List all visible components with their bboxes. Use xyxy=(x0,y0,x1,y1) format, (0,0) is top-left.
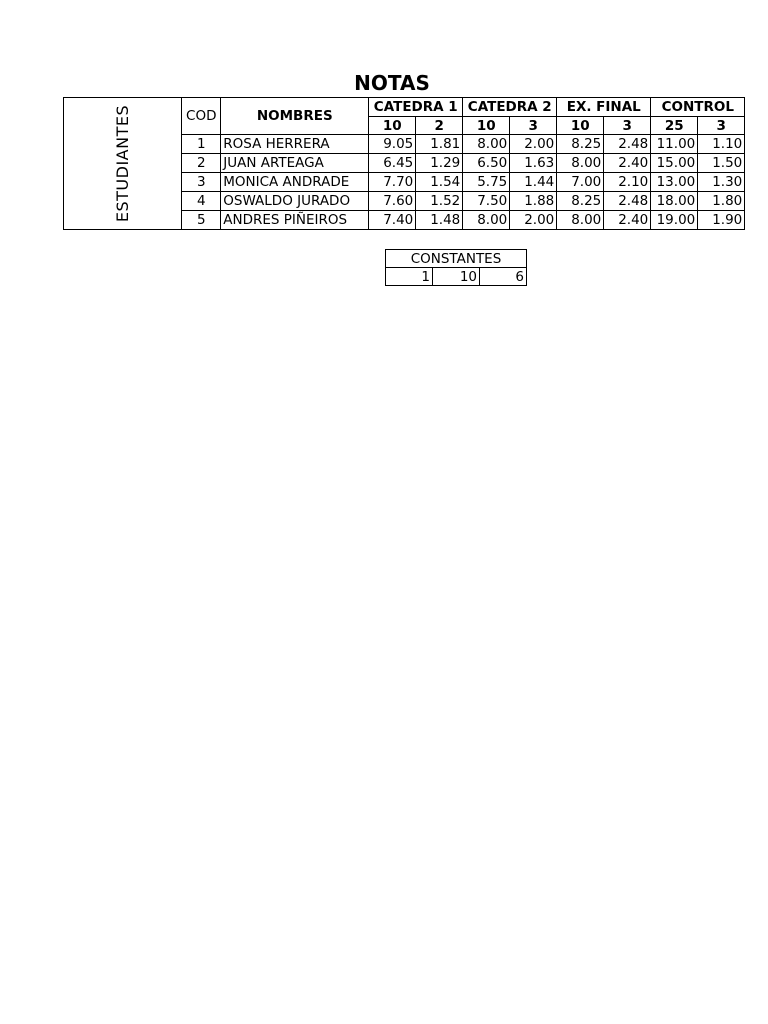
name-cell: MONICA ANDRADE xyxy=(221,173,369,192)
grade-cell: 1.30 xyxy=(698,173,745,192)
weight-header: 2 xyxy=(416,117,463,135)
weight-header: 10 xyxy=(369,117,416,135)
name-cell: OSWALDO JURADO xyxy=(221,192,369,211)
constant-value: 6 xyxy=(480,268,527,286)
grade-cell: 2.40 xyxy=(604,211,651,230)
nombres-header: NOMBRES xyxy=(221,98,369,135)
grade-cell: 5.75 xyxy=(463,173,510,192)
grade-cell: 8.25 xyxy=(557,135,604,154)
group-header-control: CONTROL xyxy=(651,98,745,117)
grade-cell: 11.00 xyxy=(651,135,698,154)
weight-header: 10 xyxy=(463,117,510,135)
grade-cell: 1.50 xyxy=(698,154,745,173)
grade-cell: 1.63 xyxy=(510,154,557,173)
name-cell: ANDRES PIÑEIROS xyxy=(221,211,369,230)
grade-cell: 9.05 xyxy=(369,135,416,154)
cod-cell: 5 xyxy=(182,211,221,230)
weight-header: 3 xyxy=(698,117,745,135)
grade-cell: 2.00 xyxy=(510,135,557,154)
weight-header: 3 xyxy=(510,117,557,135)
cod-header: COD xyxy=(182,98,221,135)
grade-cell: 1.44 xyxy=(510,173,557,192)
constants-label: CONSTANTES xyxy=(386,250,527,268)
grade-cell: 1.52 xyxy=(416,192,463,211)
grade-cell: 1.81 xyxy=(416,135,463,154)
grades-table xyxy=(63,97,745,230)
grade-cell: 7.40 xyxy=(369,211,416,230)
grade-cell: 1.29 xyxy=(416,154,463,173)
grade-cell: 2.48 xyxy=(604,135,651,154)
grade-cell: 6.45 xyxy=(369,154,416,173)
constants-table xyxy=(385,249,527,286)
grade-cell: 1.48 xyxy=(416,211,463,230)
weight-header: 25 xyxy=(651,117,698,135)
weight-header: 10 xyxy=(557,117,604,135)
page-title: NOTAS xyxy=(354,71,430,95)
grade-cell: 1.10 xyxy=(698,135,745,154)
grade-cell: 7.60 xyxy=(369,192,416,211)
group-header-catedra1: CATEDRA 1 xyxy=(369,98,463,117)
grade-cell: 8.25 xyxy=(557,192,604,211)
constant-value: 10 xyxy=(433,268,480,286)
grade-cell: 7.00 xyxy=(557,173,604,192)
cod-cell: 4 xyxy=(182,192,221,211)
grade-cell: 2.00 xyxy=(510,211,557,230)
cod-cell: 2 xyxy=(182,154,221,173)
grade-cell: 2.48 xyxy=(604,192,651,211)
grade-cell: 7.50 xyxy=(463,192,510,211)
cod-cell: 1 xyxy=(182,135,221,154)
grade-cell: 2.40 xyxy=(604,154,651,173)
grade-cell: 8.00 xyxy=(557,154,604,173)
group-header-exfinal: EX. FINAL xyxy=(557,98,651,117)
name-cell: JUAN ARTEAGA xyxy=(221,154,369,173)
grade-cell: 8.00 xyxy=(557,211,604,230)
students-side-label: ESTUDIANTES xyxy=(64,98,182,230)
weight-header: 3 xyxy=(604,117,651,135)
grade-cell: 1.80 xyxy=(698,192,745,211)
grade-cell: 2.10 xyxy=(604,173,651,192)
grade-cell: 6.50 xyxy=(463,154,510,173)
grade-cell: 7.70 xyxy=(369,173,416,192)
grade-cell: 13.00 xyxy=(651,173,698,192)
cod-cell: 3 xyxy=(182,173,221,192)
grade-cell: 1.54 xyxy=(416,173,463,192)
name-cell: ROSA HERRERA xyxy=(221,135,369,154)
grade-cell: 1.90 xyxy=(698,211,745,230)
grade-cell: 8.00 xyxy=(463,211,510,230)
group-header-catedra2: CATEDRA 2 xyxy=(463,98,557,117)
constant-value: 1 xyxy=(386,268,433,286)
grade-cell: 19.00 xyxy=(651,211,698,230)
grade-cell: 15.00 xyxy=(651,154,698,173)
grade-cell: 1.88 xyxy=(510,192,557,211)
grade-cell: 8.00 xyxy=(463,135,510,154)
grade-cell: 18.00 xyxy=(651,192,698,211)
